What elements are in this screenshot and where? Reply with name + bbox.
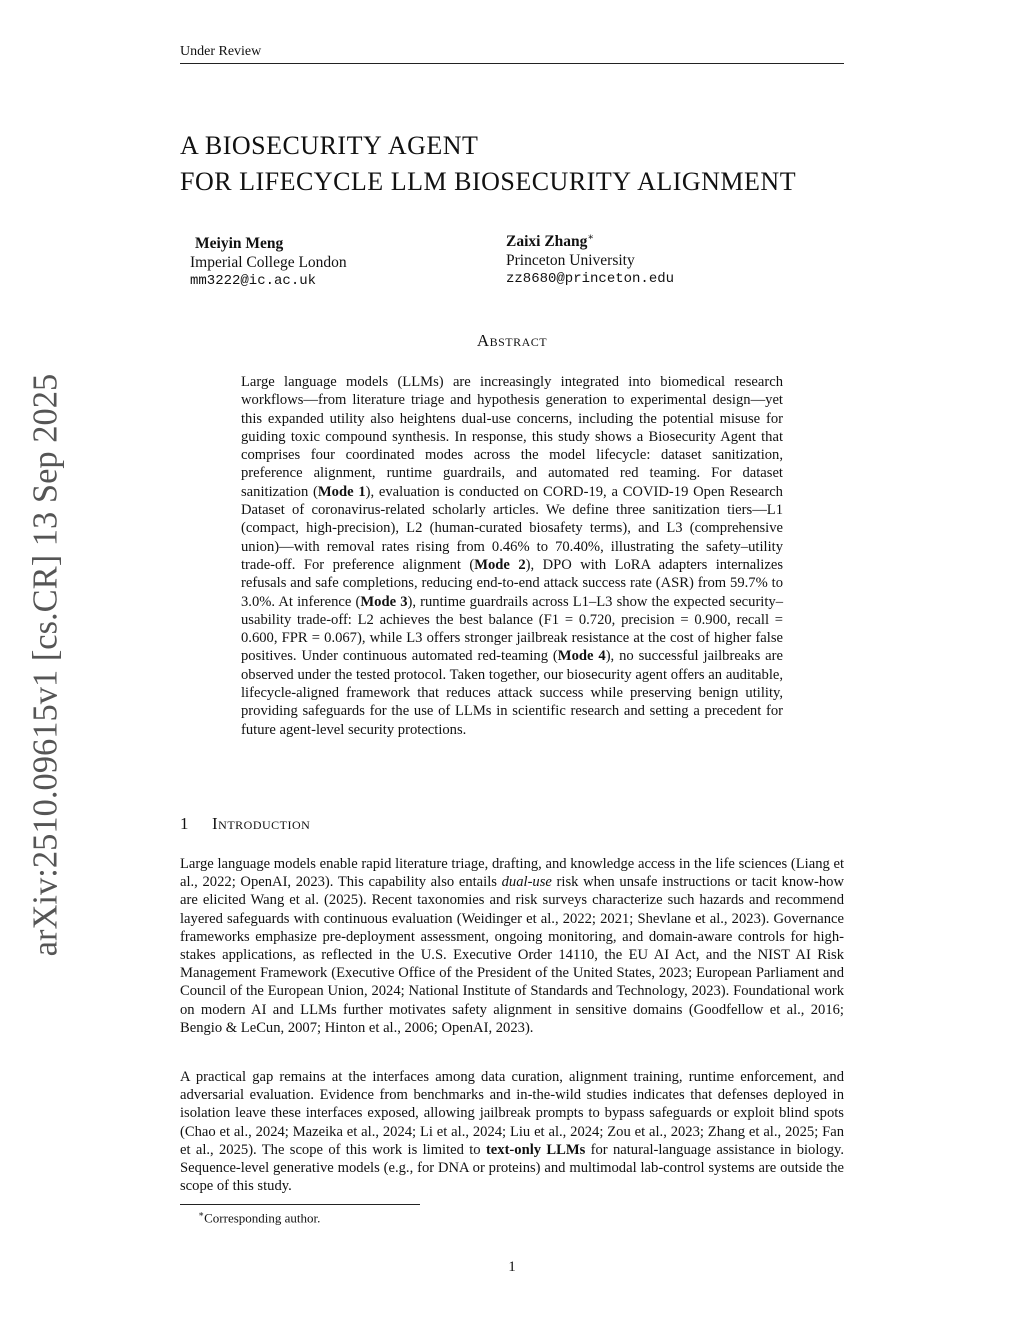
header-label: Under Review: [180, 44, 262, 59]
intro-paragraph-1: Large language models enable rapid literature triage, drafting, and knowledge access in the life sciences (Liang et al., 2022; OpenAI, 2023). This capability also entails dual-use risk when unsafe instructions or tacit know-how are elicited Wang et al. (2025). Recent taxonomies and risk surveys characterize such hazards and recommend layered safeguards with continuous evaluation (Weidinger et al., 2022; 2021; Shevlane et al., 2023). Governance frameworks emphasize pre-deployment assessment, ongoing monitoring, and domain-aware controls for high-stakes applications, as reflected in the U.S. Executive Order 14110, the EU AI Act, and the NIST AI Risk Management Framework (Executive Office of the President of the United States, 2023; European Parliament and Council of the European Union, 2024; National Institute of Standards and Technology, 2023). Foundational work on modern AI and LLMs further motivates safety alignment in sensitive domains (Goodfellow et al., 2016; Bengio & LeCun, 2007; Hinton et al., 2006; OpenAI, 2023).: [180, 856, 844, 1036]
author-name: Meiyin Meng: [195, 235, 284, 253]
author-block: [190, 228, 347, 291]
arxiv-identifier: arXiv:2510.09615v1 [cs.CR] 13 Sep 2025: [26, 373, 65, 957]
author-email[interactable]: zz8680@princeton.edu: [506, 271, 675, 288]
footnote: ∗Corresponding author.: [198, 1209, 321, 1226]
section-number: 1: [180, 814, 189, 833]
author-name: Zaixi Zhang: [506, 233, 588, 251]
corresponding-mark: ∗: [587, 232, 595, 243]
intro-paragraph-2: A practical gap remains at the interfaces among data curation, alignment training, runtime enforcement, and adversarial evaluation. Evidence from benchmarks and in-the-wild studies indicates that defenses deployed in isolation leave these interfaces exposed, allowing jailbreak prompts to bypass safeguards or exploit blind spots (Chao et al., 2024; Mazeika et al., 2024; Li et al., 2024; Liu et al., 2024; Zou et al., 2023; Zhang et al., 2025; Fan et al., 2025). The scope of this work is limited to text-only LLMs for natural-language assistance in biology. Sequence-level generative models (e.g., for DNA or proteins) and multimodal lab-control systems are outside the scope of this study.: [180, 1069, 844, 1195]
page-number: 1: [508, 1259, 516, 1275]
author-affiliation: Imperial College London: [190, 254, 347, 272]
footnote-divider: [180, 1204, 420, 1205]
author-affiliation: Princeton University: [506, 252, 635, 270]
author-email[interactable]: mm3222@ic.ac.uk: [190, 273, 317, 290]
section-heading: [180, 814, 310, 834]
abstract-body: Large language models (LLMs) are increasingly integrated into biomedical research workflows—from literature triage and hypothesis generation to experimental design—yet this expanded utility also heightens dual-use concerns, including the potential misuse for guiding toxic compound synthesis. In response, this study shows a Biosecurity Agent that comprises four coordinated modes across the model lifecycle: dataset sanitization, preference alignment, runtime guardrails, and automated red teaming. For dataset sanitization (Mode 1), evaluation is conducted on CORD-19, a COVID-19 Open Research Dataset of coronavirus-related scholarly articles. We define three sanitization tiers—L1 (compact, high-precision), L2 (human-curated biosafety terms), and L3 (comprehensive union)—with removal rates rising from 0.46% to 70.40%, illustrating the safety–utility trade-off. For preference alignment (Mode 2), DPO with LoRA adapters internalizes refusals and safe completions, reducing end-to-end attack success rate (ASR) from 59.7% to 3.0%. At inference (Mode 3), runtime guardrails across L1–L3 show the expected security–usability trade-off: L2 achieves the best balance (F1 = 0.720, precision = 0.900, recall = 0.600, FPR = 0.067), while L3 offers stronger jailbreak resistance at the cost of higher false positives. Under continuous automated red-teaming (Mode 4), no successful jailbreaks are observed under the tested protocol. Taken together, our biosecurity agent offers an auditable, lifecycle-aligned framework that reduces attack success while preserving benign utility, providing safeguards for the use of LLMs in scientific research and setting a precedent for future agent-level security protections.: [241, 374, 784, 738]
section-title: Introduction: [212, 814, 311, 833]
abstract-heading: Abstract: [476, 331, 548, 350]
author-block: [506, 228, 674, 289]
paper-title: A BIOSECURITY AGENT FOR LIFECYCLE LLM BIOSECURITY ALIGNMENT: [180, 131, 797, 196]
running-header: [180, 44, 844, 64]
